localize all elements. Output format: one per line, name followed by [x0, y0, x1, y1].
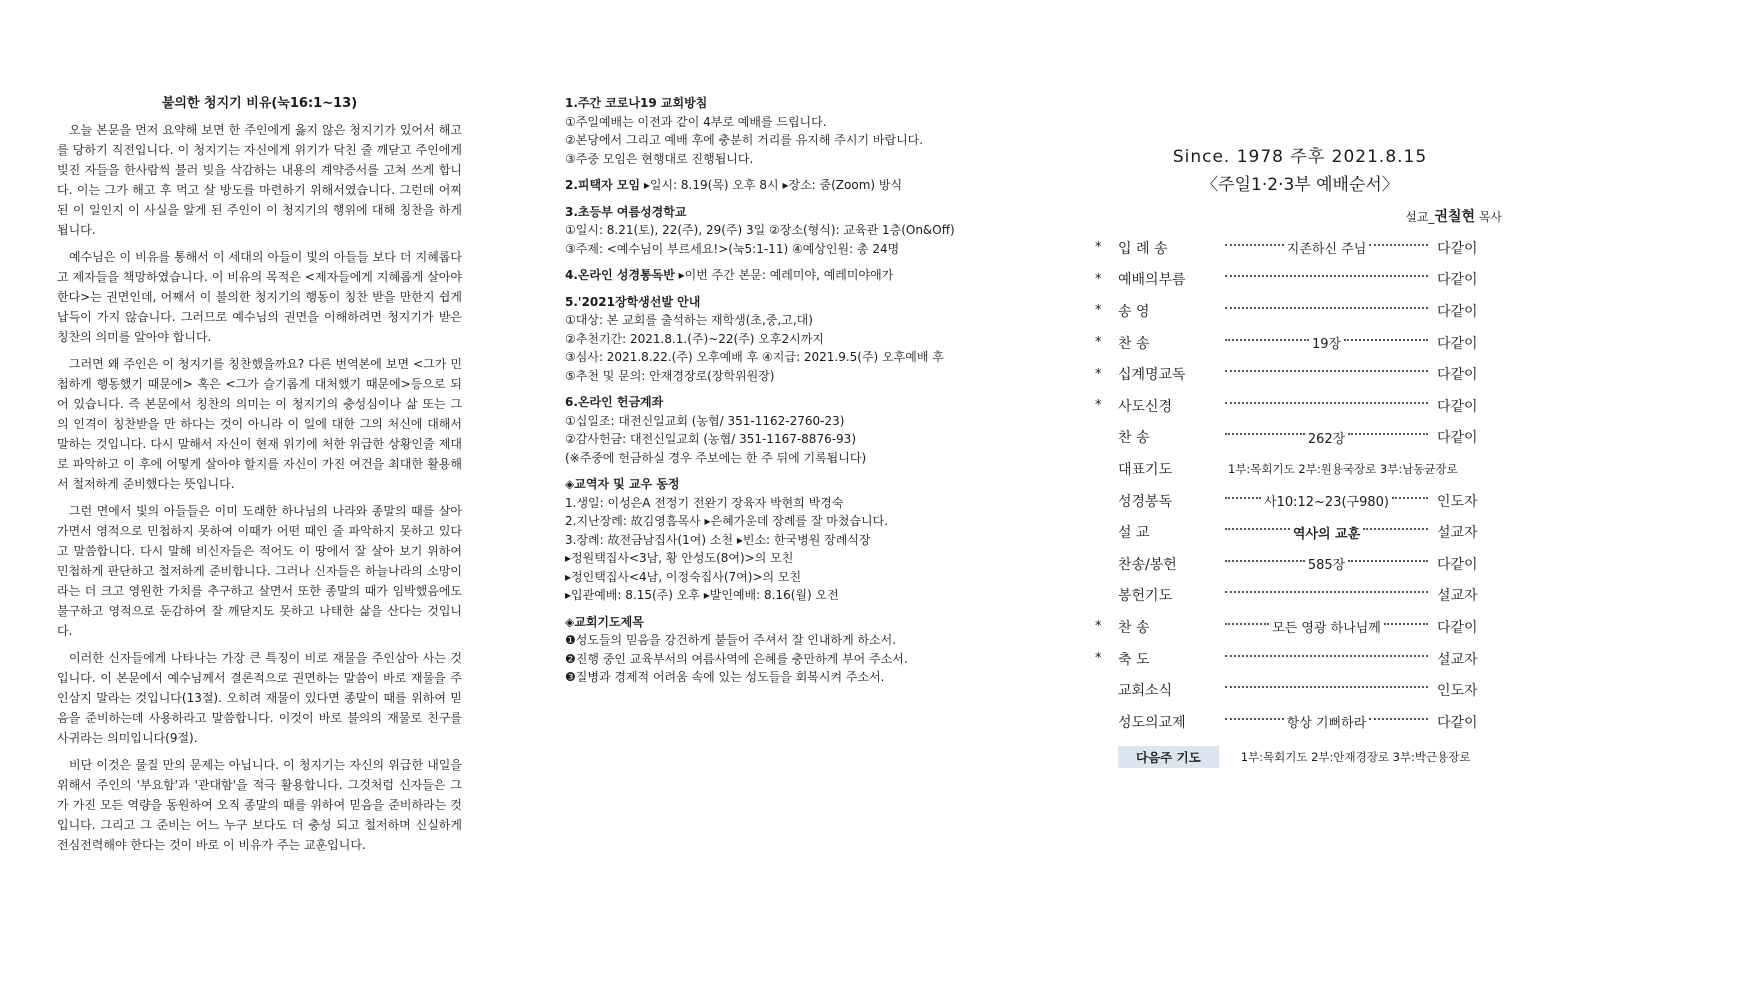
order-item-detail: 262장 — [1307, 431, 1346, 447]
announcement-heading — [565, 393, 1005, 412]
preacher-title: 목사 — [1475, 210, 1502, 224]
announcement-line: 2.지난장례: 故김영흠목사 ▸은혜가운데 장례를 잘 마쳤습니다. — [565, 514, 889, 528]
dotted-leader — [1225, 497, 1261, 499]
announcement-heading — [565, 266, 1005, 285]
sermon-paragraph: 그러면 왜 주인은 이 청지기를 칭찬했을까요? 다른 번역본에 보면 <그가 민첩하게 행동했기 때문에> 혹은 <그가 슬기롭게 대처했기 때문에>등으로 되어 있습니다. 즉 본문에서 칭찬의 의미는 이 청지기의 충성심이나 삶 또는 그의 인격이 칭찬받을 만 하다는 것이 아니라 이 일에 대한 그의 처신에 대해서 말하는 것입니다. 다시 말해서 자신이 현재 위기에 처한 위급한 상황인줄 제대로 파악하고 이 후에 어떻게 살아야 할지를 자신이 가진 여건을 최대한 활용해서 철저하게 준비했다는 뜻입니다. — [57, 357, 462, 491]
announcement-heading-text: 6.온라인 헌금계좌 — [565, 395, 664, 409]
dotted-leader — [1225, 718, 1284, 720]
dotted-leader — [1225, 402, 1428, 404]
announcement-line: 1.생일: 이성은A 전정기 전완기 장육자 박현희 박경숙 — [565, 495, 844, 510]
dotted-leader — [1369, 718, 1428, 720]
order-item-name: 찬 송 — [1118, 619, 1150, 636]
announcement-section — [565, 475, 1005, 605]
order-item-leader — [1222, 689, 1431, 691]
announcement-line: ①주일예배는 이전과 같이 4부로 예배를 드립니다. — [565, 114, 827, 129]
dotted-leader — [1225, 307, 1428, 309]
order-item-person: 다같이 — [1437, 240, 1478, 257]
sermon-paragraph: 오늘 본문을 먼저 요약해 보면 한 주인에게 옳지 않은 청지기가 있어서 해고를 당하기 직전입니다. 이 청지기는 자신에게 위기가 닥친 줄 깨닫고 주인에게 빚진 자들을 한사람씩 불러 빚을 삭감하는 내용의 계약증서를 고쳐 쓰게 합니다. 이는 그가 해고 후 먹고 살 방도를 마련하기 위해서였습니다. 그런데 어찌된 이 일인지 이 사실을 알게 된 주인이 이 청지기의 행위에 대해 칭찬을 하게 됩니다. — [57, 123, 462, 237]
worship-order-row — [1095, 485, 1505, 517]
announcement-section — [565, 94, 1005, 168]
sermon-paragraph: 그런 면에서 빛의 아들들은 이미 도래한 하나님의 나라와 종말의 때를 살아가면서 영적으로 민첩하지 못하여 이때가 어떤 때인 줄 파악하지 못하고 있다고 말씀합니다. 다시 말해 비신자들은 적어도 이 땅에서 잘 살아 보기 위하여 민첩하게 판단하고 철저하게 준비합니다. 그러나 신자들은 하늘나라의 소망이라는 더 크고 영원한 가치를 추구하고 살면서 또한 종말의 때가 임박했음에도 불구하고 영적으로 둔감하여 잘 깨닫지도 못하고 나태한 삶을 산다는 것입니다. — [57, 504, 462, 638]
announcement-section — [565, 293, 1005, 386]
announcement-section — [565, 266, 1005, 285]
order-item-leader — [1222, 278, 1431, 280]
dotted-leader — [1225, 623, 1269, 625]
announcement-heading-detail: ▸일시: 8.19(목) 오후 8시 ▸장소: 줌(Zoom) 방식 — [640, 178, 903, 192]
sermon-title: 불의한 청지기 비유(눅16:1~13) — [161, 96, 358, 111]
order-item-name: 입 례 송 — [1118, 240, 1168, 257]
announcement-line: ②감사헌금: 대전신일교회 (농협/ 351-1167-8876-93) — [565, 432, 856, 446]
order-item-leader — [1222, 658, 1431, 660]
sermon-body — [57, 120, 462, 855]
announcement-heading-text: 5.'2021장학생선발 안내 — [565, 294, 701, 309]
order-item-person: 인도자 — [1437, 683, 1478, 700]
order-item-name: 축 도 — [1118, 651, 1150, 668]
order-item-person: 다같이 — [1437, 398, 1478, 415]
announcement-heading-text: 1.주간 코로나19 교회방침 — [565, 96, 708, 110]
dotted-leader — [1225, 528, 1290, 530]
announcement-heading-text: ◈교역자 및 교우 동정 — [565, 477, 680, 491]
announcement-line: ③심사: 2021.8.22.(주) 오후예배 후 ④지급: 2021.9.5(주) 오후예배 후 — [565, 350, 944, 364]
bulletin-date: Since. 1978 주후 2021.8.15 — [1172, 147, 1428, 167]
order-item-leader — [1222, 238, 1431, 257]
announcement-line: ①십일조: 대전신일교회 (농협/ 351-1162-2760-23) — [565, 413, 845, 428]
announcement-heading — [565, 94, 1005, 113]
order-item-leader — [1222, 428, 1431, 447]
worship-order-row — [1095, 358, 1505, 390]
dotted-leader — [1225, 591, 1428, 593]
dotted-leader — [1225, 433, 1305, 435]
worship-order-row — [1095, 674, 1505, 706]
stand-marker: * — [1095, 303, 1102, 319]
order-item-name: 사도신경 — [1118, 398, 1173, 415]
announcement-section — [565, 613, 1005, 687]
worship-order-row — [1095, 232, 1505, 264]
announcement-heading — [565, 475, 1005, 494]
order-item-person: 다같이 — [1437, 367, 1478, 384]
worship-order-row — [1095, 327, 1505, 359]
announcement-line: 3.장례: 故전금남집사(1여) 소천 ▸빈소: 한국병원 장례식장 — [565, 532, 871, 547]
order-item-person: 설교자 — [1437, 525, 1478, 542]
stand-marker: * — [1095, 398, 1102, 414]
order-item-name: 찬송/봉헌 — [1118, 556, 1177, 573]
sermon-paragraph: 예수님은 이 비유를 통해서 이 세대의 아들이 빛의 아들들 보다 더 지혜롭다고 제자들을 책망하였습니다. 이 비유의 목적은 <제자들에게 지혜롭게 살아야 한다>는 권면인데, 어째서 이 불의한 청지기의 행동이 칭찬 받을 만한지 쉽게 납득이 가지 않습니다. 그러므로 예수님의 권면을 이해하려면 청지기가 받은 칭찬의 의미를 알아야 합니다. — [57, 250, 462, 344]
order-item-detail: 역사의 교훈 — [1292, 526, 1361, 542]
order-item-person: 다같이 — [1437, 335, 1478, 352]
order-item-person: 다같이 — [1437, 556, 1478, 573]
dotted-leader — [1392, 497, 1428, 499]
announcement-line: ▸입관예배: 8.15(주) 오후 ▸발인예배: 8.16(월) 오전 — [565, 588, 839, 602]
worship-order-row — [1095, 453, 1505, 485]
worship-order-row — [1095, 264, 1505, 296]
order-item-leader — [1222, 712, 1431, 731]
order-item-person: 다같이 — [1437, 272, 1478, 289]
order-item-person: 설교자 — [1437, 588, 1478, 605]
order-item-person: 설교자 — [1437, 651, 1478, 668]
order-item-person: 다같이 — [1437, 619, 1478, 636]
order-item-name: 찬 송 — [1118, 335, 1150, 352]
announcement-section — [565, 203, 1005, 259]
preacher-prefix: 설교_ — [1405, 210, 1435, 224]
announcement-heading-text: 4.온라인 성경통독반 — [565, 268, 675, 282]
dotted-leader — [1225, 275, 1428, 277]
order-item-leader — [1222, 310, 1431, 312]
dotted-leader — [1225, 655, 1428, 657]
announcement-line: ①대상: 본 교회를 출석하는 재학생(초,중,고,대) — [565, 313, 813, 327]
order-item-leader — [1222, 373, 1431, 375]
worship-order-column — [1095, 144, 1505, 768]
order-item-leader — [1222, 523, 1431, 542]
worship-order-row — [1095, 295, 1505, 327]
announcement-line: ▸정인택집사<4남, 이정숙집사(7여)>의 모친 — [565, 569, 802, 584]
dotted-leader — [1363, 528, 1428, 530]
order-item-name: 성도의교제 — [1118, 714, 1186, 731]
order-item-name: 설 교 — [1118, 525, 1150, 542]
order-item-person: 다같이 — [1437, 303, 1478, 320]
dotted-leader — [1348, 560, 1428, 562]
dotted-leader — [1225, 560, 1305, 562]
announcement-heading-text: ◈교회기도제목 — [565, 614, 644, 629]
order-item-name: 봉헌기도 — [1118, 588, 1173, 605]
announcement-heading — [565, 613, 1005, 632]
order-item-leader — [1222, 594, 1431, 596]
announcement-line: (※주중에 헌금하실 경우 주보에는 한 주 뒤에 기록됩니다) — [565, 450, 867, 465]
order-item-detail: 585장 — [1307, 558, 1346, 574]
dotted-leader — [1225, 370, 1428, 372]
order-item-name: 성경봉독 — [1118, 493, 1173, 510]
announcement-line: ③주중 모임은 현행대로 진행됩니다. — [565, 151, 754, 166]
stand-marker: * — [1095, 651, 1102, 667]
announcement-heading-text: 3.초등부 여름성경학교 — [565, 204, 687, 219]
dotted-leader — [1225, 339, 1309, 341]
order-item-detail: 19장 — [1311, 337, 1342, 353]
stand-marker: * — [1095, 240, 1102, 256]
announcement-line: ②본당에서 그리고 예배 후에 충분히 거리를 유지해 주시기 바랍니다. — [565, 133, 924, 147]
order-item-detail: 1부:목회기도 2부:원용국장로 3부:남동균장로 — [1228, 461, 1458, 476]
announcement-heading — [565, 293, 1005, 312]
order-item-name: 대표기도 — [1118, 461, 1173, 478]
order-item-name: 찬 송 — [1118, 430, 1150, 447]
announcement-heading — [565, 176, 1005, 195]
order-item-leader — [1222, 405, 1431, 407]
announcement-heading-text: 2.피택자 모임 — [565, 178, 641, 192]
order-item-leader — [1222, 617, 1431, 636]
order-item-name: 십계명교독 — [1118, 367, 1186, 384]
stand-marker: * — [1095, 271, 1102, 287]
dotted-leader — [1225, 686, 1428, 688]
next-week-prayer-text: 1부:목회기도 2부:안재경장로 3부:박근용장로 — [1240, 749, 1471, 764]
announcement-line: ⑤추천 및 문의: 안재경장로(장학위원장) — [565, 368, 775, 383]
worship-order-row — [1095, 548, 1505, 580]
dotted-leader — [1384, 623, 1428, 625]
next-week-prayer-label: 다음주 기도 — [1118, 746, 1219, 768]
announcement-line: ▸정원택집사<3남, 황 안성도(8여)>의 모친 — [565, 551, 794, 565]
announcement-line: ❸질병과 경제적 어려움 속에 있는 성도들을 회복시켜 주소서. — [565, 670, 885, 684]
announcement-heading — [565, 203, 1005, 222]
order-item-detail: 사10:12~23(구980) — [1264, 495, 1389, 511]
order-item-leader — [1222, 554, 1431, 573]
announcement-line: ①일시: 8.21(토), 22(주), 29(주) 3일 ②장소(형식): 교육관 1층(On&Off) — [565, 223, 955, 237]
worship-order-row — [1095, 422, 1505, 454]
order-item-name: 송 영 — [1118, 303, 1150, 320]
worship-order-list — [1095, 232, 1505, 738]
announcement-section — [565, 176, 1005, 195]
announcement-line: ❷진행 중인 교육부서의 여름사역에 은혜를 충만하게 부어 주소서. — [565, 651, 908, 666]
worship-order-title: 〈주일1·2·3부 예배순서〉 — [1201, 175, 1399, 195]
order-item-detail: 항상 기뻐하라 — [1286, 716, 1367, 732]
dotted-leader — [1225, 244, 1284, 246]
worship-order-row — [1095, 390, 1505, 422]
order-item-person: 인도자 — [1437, 493, 1478, 510]
dotted-leader — [1344, 339, 1428, 341]
order-item-name: 예배의부름 — [1118, 272, 1186, 289]
order-item-detail: 모든 영광 하나님께 — [1272, 621, 1381, 637]
announcement-section — [565, 393, 1005, 467]
next-week-prayer — [1095, 746, 1505, 768]
order-item-leader — [1222, 491, 1431, 510]
worship-order-row — [1095, 580, 1505, 612]
stand-marker: * — [1095, 619, 1102, 635]
worship-order-row — [1095, 611, 1505, 643]
announcement-heading-detail: ▸이번 주간 본문: 예레미야, 예레미야애가 — [674, 268, 894, 282]
order-item-leader — [1222, 333, 1431, 352]
order-item-detail: 지존하신 주님 — [1286, 242, 1367, 258]
order-item-person: 다같이 — [1437, 430, 1478, 447]
sermon-paragraph: 비단 이것은 물질 만의 문제는 아닙니다. 이 청지기는 자신의 위급한 내일을 위해서 주인의 '부요함'과 '관대함'을 적극 활용합니다. 그것처럼 신자들은 그가 가진 모든 역량을 동원하여 오직 종말의 때를 위하여 믿음을 준비하라는 것입니다. 그리고 그 준비는 어느 누구 보다도 더 충성 되고 철저하며 신실하게 전심전력해야 한다는 것이 바로 이 비유가 주는 교훈입니다. — [57, 758, 462, 852]
announcement-line: ❶성도들의 믿음을 강건하게 붙들어 주셔서 잘 인내하게 하소서. — [565, 633, 897, 647]
worship-order-row — [1095, 706, 1505, 738]
order-item-name: 교회소식 — [1118, 683, 1173, 700]
announcement-line: ③주제: <예수님이 부르세요!>(눅5:1-11) ④예상인원: 총 24명 — [565, 241, 900, 256]
stand-marker: * — [1095, 335, 1102, 351]
order-item-person: 다같이 — [1437, 714, 1478, 731]
stand-marker: * — [1095, 366, 1102, 382]
dotted-leader — [1348, 433, 1428, 435]
sermon-column — [57, 92, 462, 862]
worship-order-row — [1095, 516, 1505, 548]
announcements-column — [565, 94, 1005, 695]
preacher-name: 권칠현 — [1434, 209, 1475, 225]
dotted-leader — [1369, 244, 1428, 246]
preacher-line — [1095, 206, 1502, 226]
worship-order-row — [1095, 643, 1505, 675]
announcement-line: ②추천기간: 2021.8.1.(주)~22(주) 오후2시까지 — [565, 331, 824, 346]
sermon-paragraph: 이러한 신자들에게 나타나는 가장 큰 특징이 비로 재물을 주인삼아 사는 것입니다. 이 본문에서 예수님께서 결론적으로 권면하는 말씀이 바로 재물을 주인삼지 말라는 것입니다(13절). 오히려 재물이 있다면 종말이 때를 위하여 믿음을 준비하는데 사용하라고 말씀합니다. 이것이 바로 불의의 재물로 친구를 사귀라는 의미입니다(9절). — [57, 651, 462, 745]
